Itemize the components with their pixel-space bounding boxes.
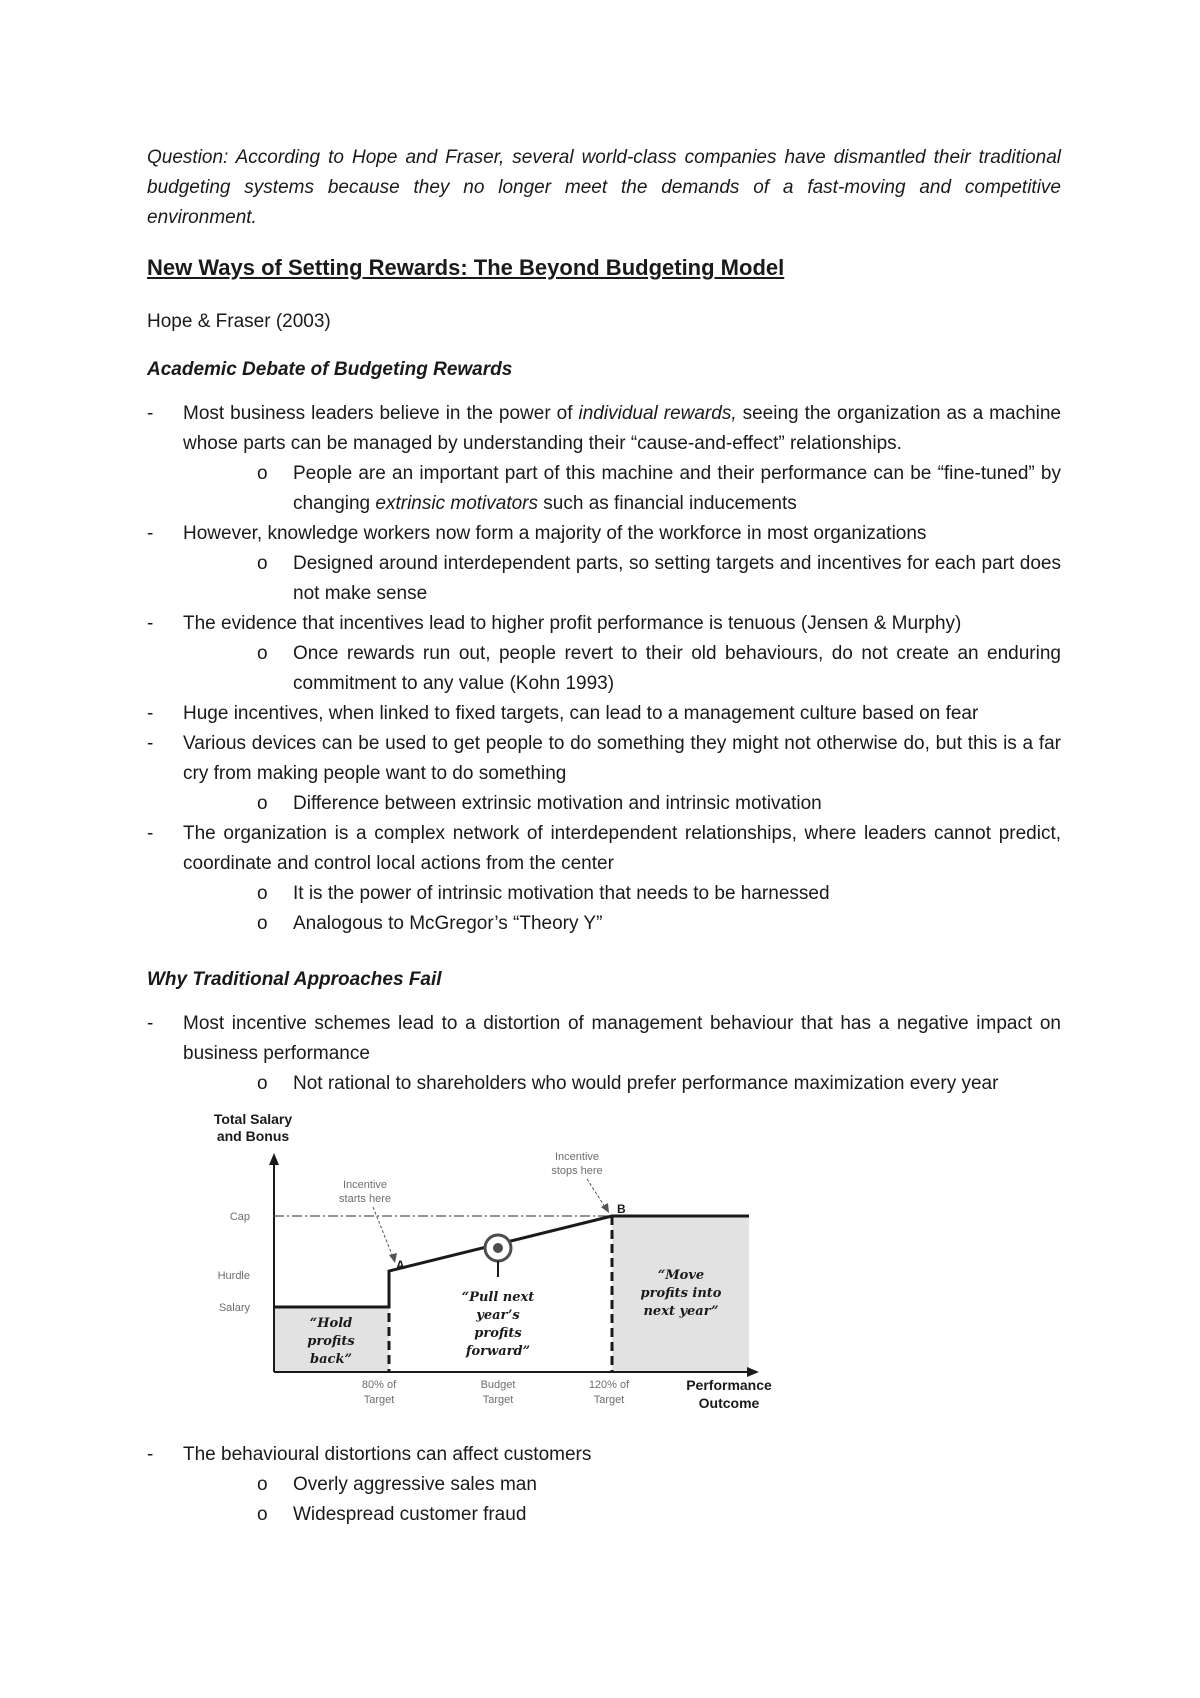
list-item [147, 1440, 1061, 1530]
stop-arrow [587, 1179, 605, 1207]
start-arrow [373, 1207, 393, 1257]
y-axis-title: Total Salary [213, 1111, 293, 1127]
bullet-list-distortions [147, 1440, 1061, 1530]
sub-list-item-text: People are an important part of this machine and their performance can be “fine-tuned” by changing [293, 463, 1061, 514]
section-heading-traditional-fail: Why Traditional Approaches Fail [147, 969, 442, 990]
list-item-text: However, knowledge workers now form a majority of the workforce in most organizations [183, 523, 927, 544]
list-item-text: Most business leaders believe in the power of [183, 403, 579, 424]
question-paragraph: Question: According to Hope and Fraser, several world-class companies have dismantled their traditional budgeting systems because they no longer meet the demands of a fast-moving and competitive environment. [147, 147, 1061, 228]
sub-list [183, 879, 1061, 939]
region-move-label: profits into [640, 1286, 722, 1301]
sub-list [183, 1069, 1061, 1099]
region-move-label: next year” [643, 1304, 719, 1319]
list-item: - Huge incentives, when linked to fixed targets, can lead to a management culture based on fear [147, 699, 1061, 729]
list-item [147, 519, 1061, 609]
list-item [147, 399, 1061, 519]
sub-list [183, 639, 1061, 699]
list-item [147, 819, 1061, 939]
section-heading-academic-debate: Academic Debate of Budgeting Rewards [147, 359, 513, 380]
sub-list-item: o Once rewards run out, people revert to their old behaviours, do not create an enduring commitment to any value (Kohn 1993) [183, 639, 1061, 699]
region-pull-label: profits [474, 1326, 522, 1341]
region-pull-label: forward” [465, 1344, 531, 1359]
list-item-text: seeing the organization as a machine whose parts can be managed by understanding their “cause-and-effect” relationships. [183, 403, 1061, 454]
region-move-label: “Move [657, 1268, 705, 1283]
x-axis-title: Performance [686, 1377, 772, 1393]
list-item [147, 1009, 1061, 1099]
annotation-stop: Incentive [554, 1151, 600, 1163]
x-label-budget: Target [482, 1394, 514, 1406]
sub-list [183, 789, 1061, 819]
x-label-120: Target [593, 1394, 625, 1406]
document-content [147, 143, 1061, 1530]
bullet-list-traditional-fail [147, 1009, 1061, 1099]
point-a-label: A [396, 1258, 405, 1272]
sub-list-item-emphasis: extrinsic motivators [375, 493, 539, 514]
y-label-cap: Cap [229, 1211, 250, 1223]
incentive-diagram [147, 1103, 1061, 1438]
target-center-icon [493, 1243, 503, 1253]
x-label-80: 80% of [361, 1379, 397, 1391]
list-item-emphasis: individual rewards, [578, 403, 737, 424]
region-hold-label: profits [307, 1334, 355, 1349]
x-axis-arrow-icon [747, 1367, 759, 1377]
list-item-text: Various devices can be used to get people to do something they might not otherwise do, but this is a far cry from making people want to do something [183, 733, 1061, 784]
x-label-120: 120% of [588, 1379, 630, 1391]
list-item-text: The organization is a complex network of interdependent relationships, where leaders cannot predict, coordinate and control local actions from the center [183, 823, 1061, 874]
sub-list-item: o It is the power of intrinsic motivation that needs to be harnessed [183, 879, 1061, 909]
x-label-80: Target [363, 1394, 395, 1406]
sub-list-item: o Analogous to McGregor’s “Theory Y” [183, 909, 1061, 939]
annotation-start: starts here [339, 1193, 391, 1205]
sub-list-item [183, 459, 1061, 519]
list-item-text: The evidence that incentives lead to higher profit performance is tenuous (Jensen & Murphy) [183, 613, 962, 634]
sub-list [183, 549, 1061, 609]
reference: Hope & Fraser (2003) [147, 311, 331, 332]
sub-list-item: o Overly aggressive sales man [183, 1470, 1061, 1500]
bullet-list-academic-debate [147, 399, 1061, 939]
region-pull-label: year’s [476, 1308, 520, 1323]
y-axis-title: and Bonus [216, 1128, 290, 1144]
sub-list-item: o Difference between extrinsic motivation and intrinsic motivation [183, 789, 1061, 819]
sub-list-item: o Designed around interdependent parts, so setting targets and incentives for each part does not make sense [183, 549, 1061, 609]
annotation-stop: stops here [551, 1165, 603, 1177]
region-pull-label: “Pull next [461, 1290, 535, 1305]
region-hold-label: back” [310, 1352, 352, 1367]
list-item-text: Most incentive schemes lead to a distortion of management behaviour that has a negative impact on business performance [183, 1013, 1061, 1064]
sub-list [183, 459, 1061, 519]
list-item [147, 729, 1061, 819]
sub-list-item: o Widespread customer fraud [183, 1500, 1061, 1530]
incentive-diagram-svg [213, 1103, 773, 1438]
page-title: New Ways of Setting Rewards: The Beyond Budgeting Model [147, 255, 785, 280]
point-b-label: B [617, 1202, 626, 1216]
stop-arrow-head-icon [601, 1203, 609, 1213]
list-item [147, 609, 1061, 699]
sub-list-item: o Not rational to shareholders who would prefer performance maximization every year [183, 1069, 1061, 1099]
y-label-salary: Salary [218, 1302, 250, 1314]
x-axis-title: Outcome [698, 1395, 760, 1411]
x-label-budget: Budget [480, 1379, 516, 1391]
region-hold-label: “Hold [309, 1316, 353, 1331]
sub-list-item-text: such as financial inducements [538, 493, 797, 514]
y-axis-arrow-icon [269, 1153, 279, 1165]
annotation-start: Incentive [342, 1179, 388, 1191]
y-label-hurdle: Hurdle [217, 1270, 250, 1282]
list-item-text: The behavioural distortions can affect customers [183, 1444, 592, 1465]
sub-list [183, 1470, 1061, 1530]
